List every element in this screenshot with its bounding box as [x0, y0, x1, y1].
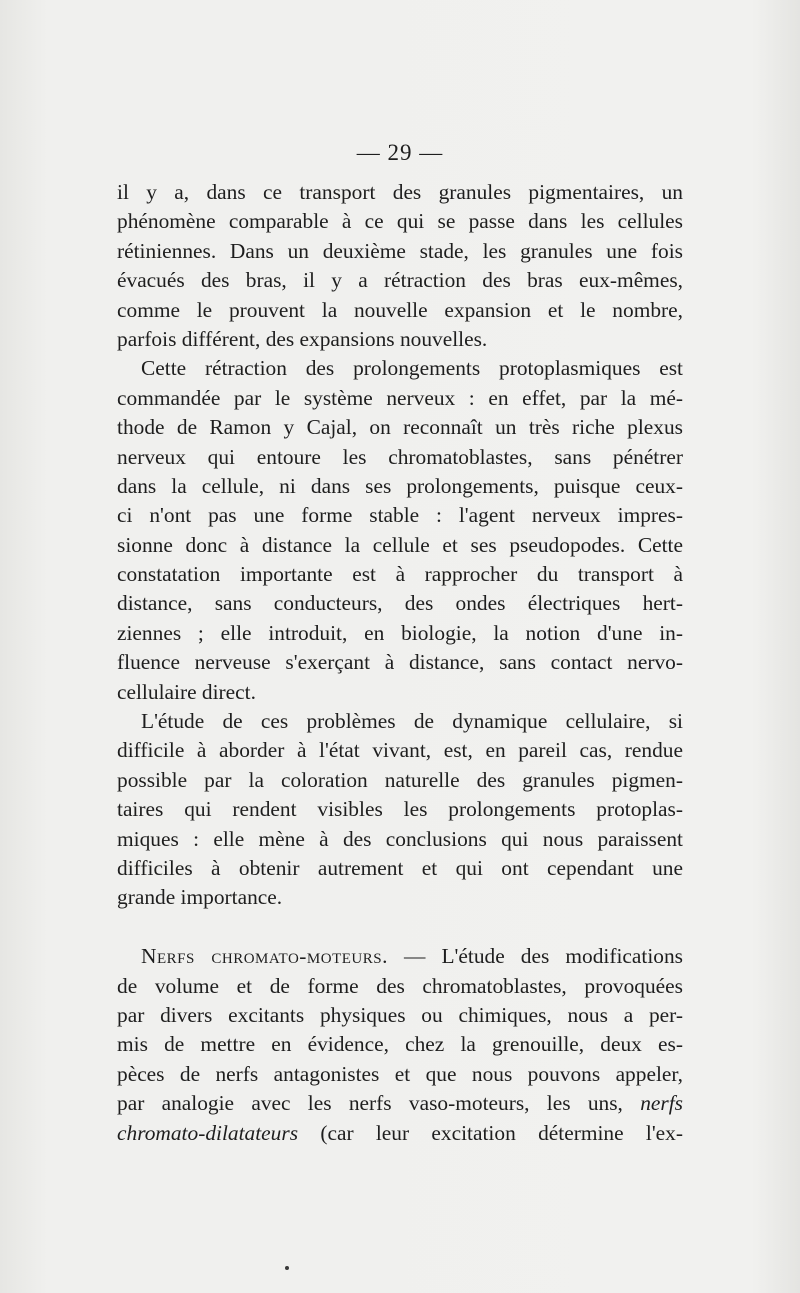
print-speck [285, 1266, 289, 1270]
text-line: miques : elle mène à des conclusions qui nous paraissent [117, 826, 683, 851]
text-line: cellulaire direct. [117, 679, 256, 704]
text-line: par analogie avec les nerfs vaso-moteurs, les uns, nerfs [117, 1091, 683, 1116]
text-line: nerveux qui entoure les chromatoblastes, sans pénétrer [117, 444, 683, 469]
text-line: grande importance. [117, 885, 283, 910]
text-line: comme le prouvent la nouvelle expansion et le nombre, [117, 297, 683, 322]
section-gap [117, 913, 683, 942]
text-line: ci n'ont pas une forme stable : l'agent nerveux impres- [117, 503, 683, 528]
section-heading-line: Nerfs chromato-moteurs. — L'étude des modifications [141, 944, 684, 969]
text-line: difficiles à obtenir autrement et qui ont cependant une [117, 855, 683, 880]
text-line: pèces de nerfs antagonistes et que nous pouvons appeler, [117, 1061, 683, 1086]
text-line: il y a, dans ce transport des granules pigmentaires, un [117, 180, 683, 204]
text-line: difficile à aborder à l'état vivant, est, en pareil cas, rendue [117, 738, 683, 763]
text-line: sionne donc à distance la cellule et ses pseudopodes. Cette [117, 532, 683, 557]
text-line: ziennes ; elle introduit, en biologie, la notion d'une in- [117, 620, 683, 645]
text-line: fluence nerveuse s'exerçant à distance, sans contact nervo- [117, 650, 683, 675]
text-line: distance, sans conducteurs, des ondes électriques hert- [117, 591, 683, 616]
italic-term: nerfs [640, 1091, 683, 1116]
text-line: par divers excitants physiques ou chimiques, nous a per- [117, 1002, 683, 1027]
text-line: parfois différent, des expansions nouvelles. [117, 326, 488, 351]
text-line: chromato-dilatateurs (car leur excitation détermine l'ex- [117, 1120, 683, 1145]
text-line: taires qui rendent visibles les prolongements protoplas- [117, 797, 683, 822]
page-number: — 29 — [356, 140, 444, 165]
text-line: thode de Ramon y Cajal, on reconnaît un très riche plexus [117, 415, 683, 440]
text-line: commandée par le système nerveux : en effet, par la mé- [117, 385, 683, 410]
text-line: mis de mettre en évidence, chez la grenouille, deux es- [117, 1032, 683, 1057]
paragraph-start-line: Cette rétraction des prolongements protoplasmiques est [141, 356, 683, 381]
text-line: possible par la coloration naturelle des granules pigmen- [117, 767, 683, 792]
section-heading: Nerfs chromato-moteurs. [141, 944, 388, 969]
text-line: dans la cellule, ni dans ses prolongements, puisque ceux- [117, 473, 683, 498]
italic-term: chromato-dilatateurs [117, 1120, 299, 1145]
text-line: évacués des bras, il y a rétraction des bras eux-mêmes, [117, 268, 683, 293]
text-line: rétiniennes. Dans un deuxième stade, les granules une fois [117, 238, 683, 263]
text-line: constatation importante est à rapprocher du transport à [117, 562, 683, 587]
text-line: phénomène comparable à ce qui se passe dans les cellules [117, 209, 683, 234]
paragraph-start-line: L'étude de ces problèmes de dynamique cellulaire, si [141, 709, 683, 734]
text-line: de volume et de forme des chromatoblastes, provoquées [117, 973, 683, 998]
body-text [117, 178, 683, 1148]
